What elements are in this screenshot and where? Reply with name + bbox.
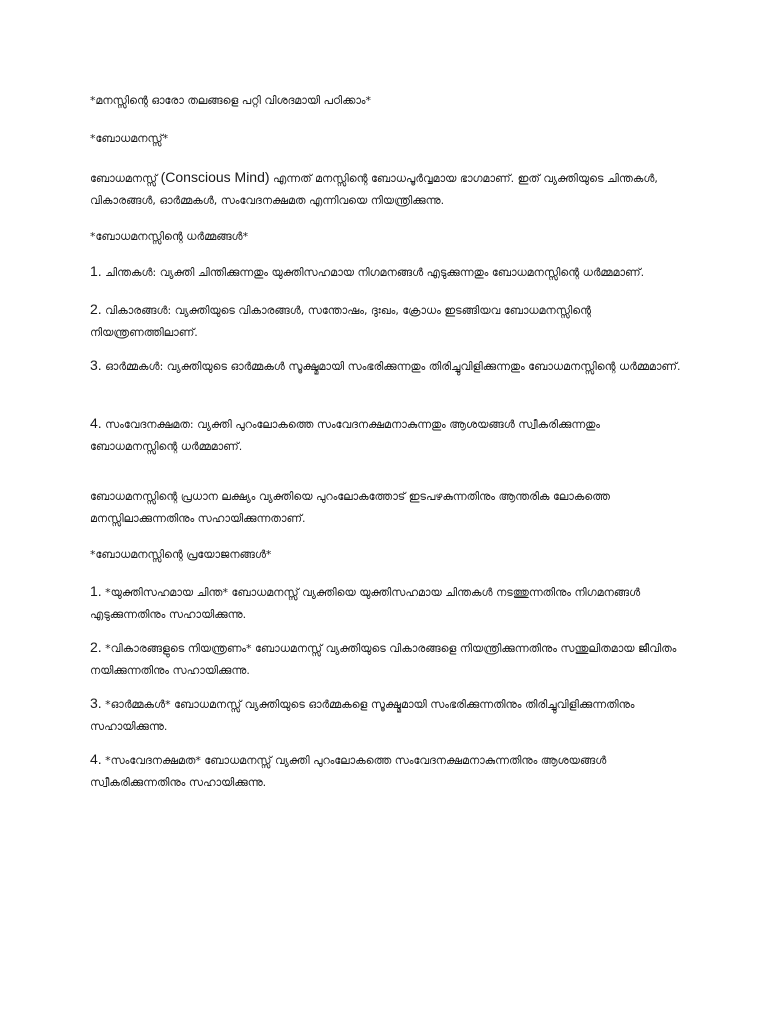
function-item-3 (90, 354, 690, 378)
benefit-item-2 (90, 636, 690, 682)
benefit-item-number: 4. (90, 751, 102, 767)
benefit-item-number: 1. (90, 583, 102, 599)
section-heading-benefits: *ബോധമനസ്സിന്റെ പ്രയോജനങ്ങൾ* (90, 548, 272, 561)
purpose-paragraph: ബോധമനസ്സിന്റെ പ്രധാന ലക്ഷ്യം വ്യക്തിയെ പുറംലോകത്തോട് ഇടപഴകുന്നതിനും ആന്തരിക ലോകത്തെ മനസ്സിലാക്കുന്നതിനും സഹായിക്കുന്നതാണ്. (90, 490, 610, 525)
intro-text-latin: (Conscious Mind) (160, 169, 270, 185)
document-title: *മനസ്സിന്റെ ഓരോ തലങ്ങളെ പറ്റി വിശദമായി പഠിക്കാം* (90, 94, 372, 107)
intro-text-post: എന്നത് മനസ്സിന്റെ ബോധപൂർവ്വമായ ഭാഗമാണ്. ഇത് വ്യക്തിയുടെ ചിന്തകൾ, വികാരങ്ങൾ, ഓർമ്മകൾ, സംവേദനക്ഷമത എന്നിവയെ നിയന്ത്രിക്കുന്നു. (90, 172, 658, 207)
benefit-item-text: *ഓർമ്മകൾ* ബോധമനസ്സ് വ്യക്തിയുടെ ഓർമ്മകളെ സൂക്ഷ്മമായി സംഭരിക്കുന്നതിനും തിരിച്ചുവിളിക്കുന്നതിനും സഹായിക്കുന്നു. (90, 698, 635, 733)
function-item-number: 2. (90, 301, 102, 317)
function-item-2 (90, 298, 690, 344)
intro-paragraph (90, 166, 690, 212)
benefit-item-text: *സംവേദനക്ഷമത* ബോധമനസ്സ് വ്യക്തി പുറംലോകത്തെ സംവേദനക്ഷമനാകുന്നതിനും ആശയങ്ങൾ സ്വീകരിക്കുന്നതിനും സഹായിക്കുന്നു. (90, 754, 607, 789)
function-item-number: 3. (90, 357, 102, 373)
function-item-number: 1. (90, 263, 102, 279)
function-item-text: വികാരങ്ങൾ: വ്യക്തിയുടെ വികാരങ്ങൾ, സന്തോഷം, ദുഃഖം, ക്രോധം ഇടങ്ങിയവ ബോധമനസ്സിന്റെ നിയന്ത്രണത്തിലാണ്. (90, 304, 592, 339)
function-item-number: 4. (90, 415, 102, 431)
function-item-text: ഓർമ്മകൾ: വ്യക്തിയുടെ ഓർമ്മകൾ സൂക്ഷ്മമായി സംഭരിക്കുന്നതും തിരിച്ചുവിളിക്കുന്നതും ബോധമനസ്സിന്റെ ധർമ്മമാണ്. (101, 360, 681, 373)
benefit-item-number: 3. (90, 695, 102, 711)
function-item-text: സംവേദനക്ഷമത: വ്യക്തി പുറംലോകത്തെ സംവേദനക്ഷമനാകുന്നതും ആശയങ്ങൾ സ്വീകരിക്കുന്നതും ബോധമനസ്സിന്റെ ധർമ്മമാണ്. (90, 418, 600, 453)
function-item-4 (90, 412, 690, 458)
function-item-1 (90, 260, 690, 284)
section-heading-functions: *ബോധമനസ്സിന്റെ ധർമ്മങ്ങൾ* (90, 230, 249, 243)
intro-text-pre: ബോധമനസ്സ് (90, 172, 161, 185)
benefit-item-3 (90, 692, 690, 738)
function-item-text: ചിന്തകൾ: വ്യക്തി ചിന്തിക്കുന്നതും യുക്തിസഹമായ നിഗമനങ്ങൾ എടുക്കുന്നതും ബോധമനസ്സിന്റെ ധർമ്മമാണ്. (101, 266, 645, 279)
benefit-item-number: 2. (90, 639, 102, 655)
benefit-item-text: *യുക്തിസഹമായ ചിന്ത* ബോധമനസ്സ് വ്യക്തിയെ യുക്തിസഹമായ ചിന്തകൾ നടത്തുന്നതിനും നിഗമനങ്ങൾ എടുക്കുന്നതിനും സഹായിക്കുന്നു. (90, 586, 641, 621)
benefit-item-1 (90, 580, 690, 626)
benefit-item-text: *വികാരങ്ങളുടെ നിയന്ത്രണം* ബോധമനസ്സ് വ്യക്തിയുടെ വികാരങ്ങളെ നിയന്ത്രിക്കുന്നതിനും സന്തുലിതമായ ജീവിതം നയിക്കുന്നതിനും സഹായിക്കുന്നു. (90, 642, 677, 677)
section-heading-conscious-mind: *ബോധമനസ്സ്* (90, 132, 169, 145)
benefit-item-4 (90, 748, 690, 794)
